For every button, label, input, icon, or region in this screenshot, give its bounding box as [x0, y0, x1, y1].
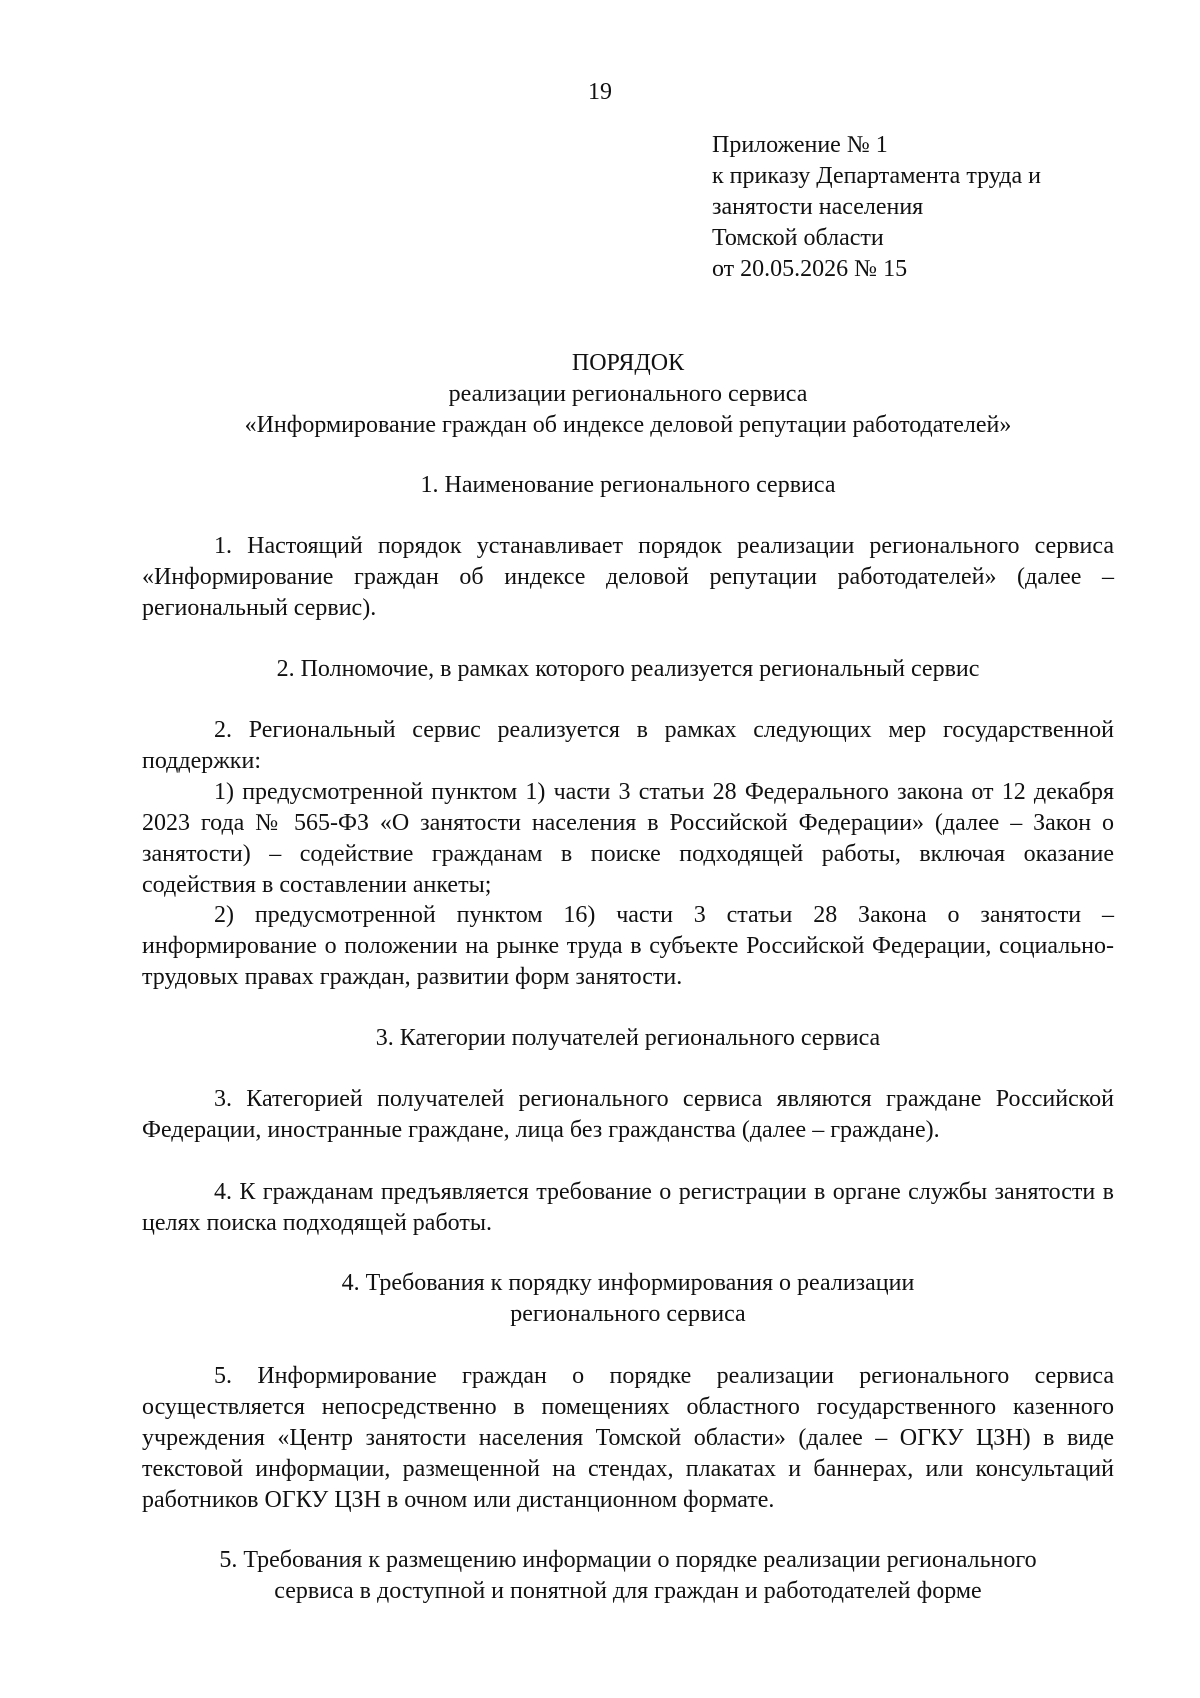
appendix-line: занятости населения: [712, 194, 924, 220]
section-heading: [142, 1545, 1114, 1607]
paragraph: 4. К гражданам предъявляется требование о регистрации в органе службы занятости в целях поиска подходящей работы.: [142, 1179, 1114, 1236]
section-heading: 2. Полномочие, в рамках которого реализуется региональный сервис: [276, 656, 980, 682]
title-sub: реализации регионального сервиса: [448, 381, 808, 407]
paragraph: 5. Информирование граждан о порядке реализации регионального сервиса осуществляется непосредственно в помещениях областного государственного казенного учреждения «Центр занятости населения Томской области» (далее – ОГКУ ЦЗН) в виде текстовой информации, размещенной на стендах, плакатах и баннерах, или консультаций работников ОГКУ ЦЗН в очном или дистанционном формате.: [142, 1363, 1114, 1513]
section-heading: 1. Наименование регионального сервиса: [420, 472, 836, 498]
paragraph: 2) предусмотренной пунктом 16) части 3 статьи 28 Закона о занятости – информирование о положении на рынке труда в субъекте Российской Федерации, социально-трудовых правах граждан, развитии форм занятости.: [142, 902, 1114, 990]
section-heading: 3. Категории получателей регионального сервиса: [375, 1025, 881, 1051]
section-heading-line: сервиса в доступной и понятной для граждан и работодателей форме: [274, 1578, 982, 1604]
paragraph: 1. Настоящий порядок устанавливает порядок реализации регионального сервиса «Информирование граждан об индексе деловой репутации работодателей» (далее – региональный сервис).: [142, 533, 1114, 621]
section-heading-line: регионального сервиса: [510, 1301, 746, 1327]
appendix-line: Приложение № 1: [712, 132, 888, 158]
page-number: 19: [588, 79, 612, 105]
appendix-line: к приказу Департамента труда и: [712, 163, 1041, 189]
paragraph: 3. Категорией получателей регионального сервиса являются граждане Российской Федерации, иностранные граждане, лица без гражданства (далее – граждане).: [142, 1086, 1114, 1143]
section-heading-line: 4. Требования к порядку информирования о реализации: [341, 1270, 915, 1296]
paragraph: 2. Региональный сервис реализуется в рамках следующих мер государственной поддержки:: [142, 717, 1114, 774]
section-heading-line: 5. Требования к размещению информации о порядке реализации регионального: [219, 1547, 1037, 1573]
section-heading: [142, 1268, 1114, 1330]
title-sub: «Информирование граждан об индексе деловой репутации работодателей»: [244, 412, 1012, 438]
document-title: [142, 348, 1114, 441]
appendix-header: [712, 130, 1172, 285]
paragraph: 1) предусмотренной пунктом 1) части 3 статьи 28 Федерального закона от 12 декабря 2023 года № 565-ФЗ «О занятости населения в Российской Федерации» (далее – Закон о занятости) – содействие гражданам в поиске подходящей работы, включая оказание содействия в составлении анкеты;: [142, 779, 1114, 898]
appendix-line: Томской области: [712, 225, 884, 251]
appendix-line: от 20.05.2026 № 15: [712, 256, 908, 282]
title-main: ПОРЯДОК: [571, 350, 685, 376]
